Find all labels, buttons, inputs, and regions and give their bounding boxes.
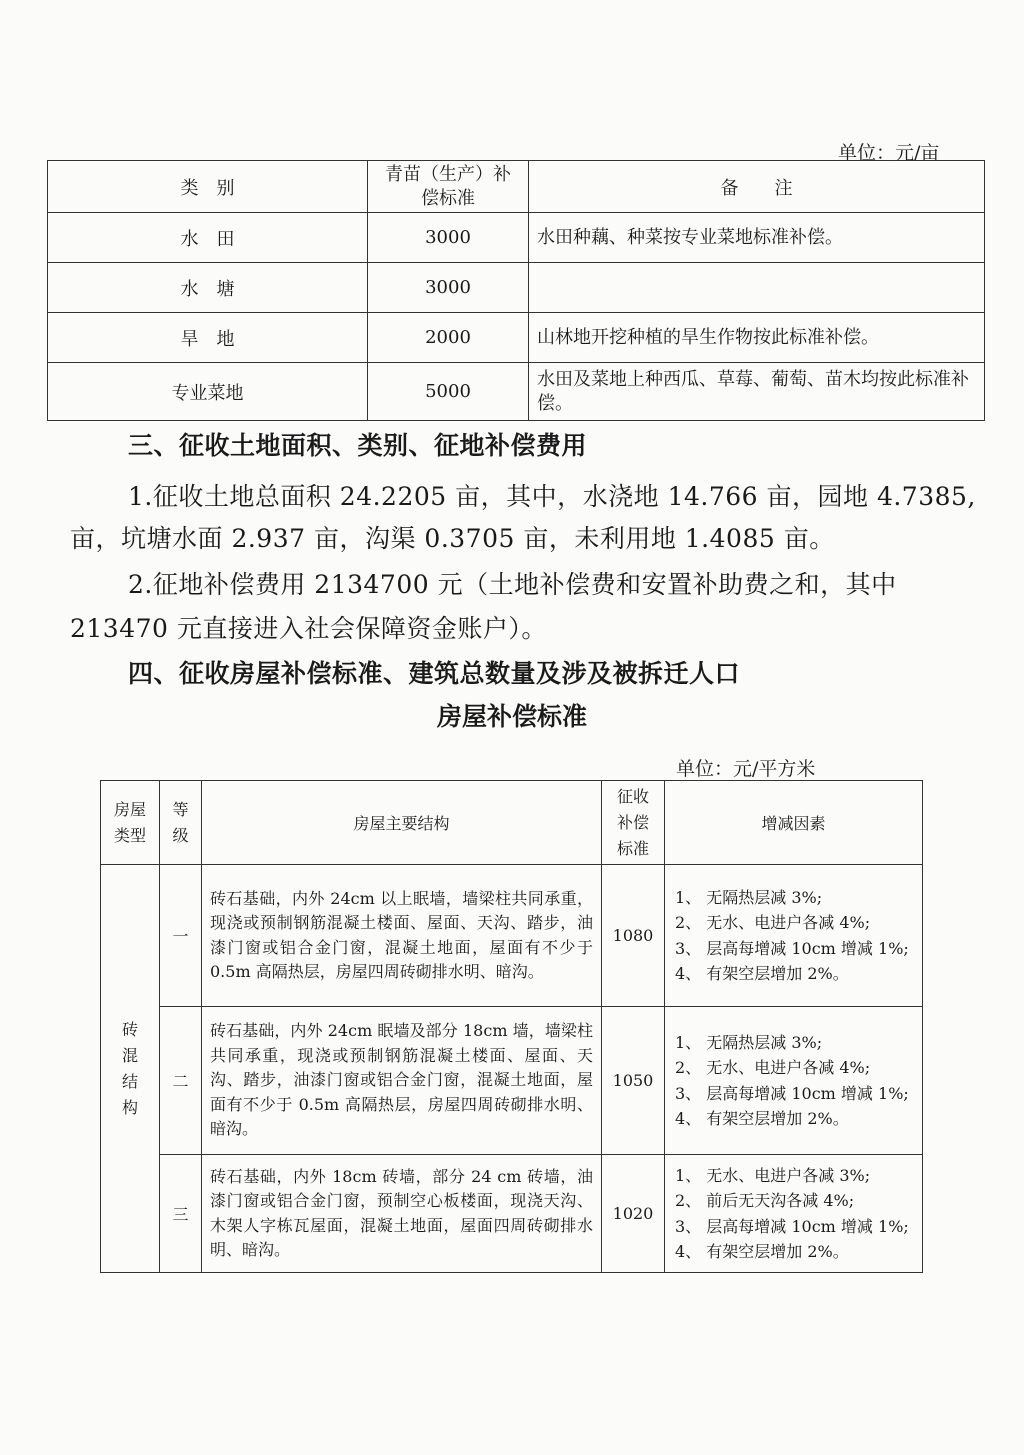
seedling-compensation-table — [47, 160, 985, 421]
header-structure: 房屋主要结构 — [202, 781, 602, 865]
table-row — [48, 263, 985, 313]
factors-cell — [665, 865, 923, 1007]
standard-cell: 1080 — [602, 865, 665, 1007]
row-category: 专业菜地 — [48, 363, 368, 421]
house-type-char: 砖 — [121, 1019, 138, 1039]
house-type-char: 构 — [121, 1097, 138, 1117]
structure-cell: 砖石基础，内外 24cm 眠墙及部分 18cm 墙，墙梁柱共同承重，现浇或预制钢筋混凝土楼面、屋面、天沟、踏步，油漆门窗或铝合金门窗，混凝土地面，屋面有不少于 0.5m 高隔热层，房屋四周砖砌排水明、暗沟。 — [202, 1007, 602, 1155]
section3-heading: 三、征收土地面积、类别、征地补偿费用 — [128, 431, 588, 460]
factors-cell — [665, 1007, 923, 1155]
grade-cell: 一 — [160, 865, 202, 1007]
section4-heading: 四、征收房屋补偿标准、建筑总数量及涉及被拆迁人口 — [128, 659, 741, 688]
grade-cell: 二 — [160, 1007, 202, 1155]
factors-cell — [665, 1155, 923, 1273]
factor-item: 2、 无水、电进户各减 4%; — [675, 913, 871, 932]
house-table-title: 房屋补偿标准 — [436, 702, 587, 731]
header-house-type-line-2: 类型 — [113, 825, 146, 845]
header-standard-line-2: 补偿 — [616, 812, 649, 832]
factor-item: 3、 层高每增减 10cm 增减 1%; — [675, 938, 909, 958]
header-category: 类 别 — [48, 161, 368, 213]
header-house-type — [101, 781, 160, 865]
header-standard-line-1: 征收 — [616, 786, 649, 806]
factor-item: 3、 层高每增减 10cm 增减 1%; — [675, 1083, 909, 1103]
table2-unit: 单位：元/平方米 — [676, 758, 816, 780]
paragraph-1-line-1: 1.征收土地总面积 24.2205 亩，其中，水浇地 14.766 亩，园地 4.7385, — [128, 482, 976, 511]
row-note: 水田及菜地上种西瓜、草莓、葡萄、苗木均按此标准补偿。 — [529, 363, 985, 421]
row-standard: 5000 — [368, 363, 529, 421]
house-type-char: 混 — [121, 1045, 138, 1065]
table-header-row — [48, 161, 985, 213]
header-note: 备 注 — [529, 161, 985, 213]
header-grade-line-1: 等 — [172, 799, 189, 819]
row-standard: 3000 — [368, 263, 529, 313]
table1-unit: 单位：元/亩 — [838, 142, 940, 164]
structure-cell: 砖石基础，内外 18cm 砖墙，部分 24 cm 砖墙，油漆门窗或铝合金门窗，预制空心板楼面，现浇天沟、木架人字栋瓦屋面，混凝土地面，屋面四周砖砌排水明、暗沟。 — [202, 1155, 602, 1273]
factor-item: 2、 无水、电进户各减 4%; — [675, 1058, 871, 1077]
factor-item: 1、 无水、电进户各减 3%; — [675, 1165, 871, 1185]
table-row — [48, 363, 985, 421]
header-standard: 青苗（生产）补偿标准 — [368, 161, 529, 213]
row-category: 旱 地 — [48, 313, 368, 363]
factor-item: 4、 有架空层增加 2%。 — [675, 1109, 849, 1128]
table-header-row — [101, 781, 923, 865]
row-note — [529, 263, 985, 313]
row-category: 水 塘 — [48, 263, 368, 313]
table-row — [101, 1007, 923, 1155]
header-standard-line-3: 标准 — [616, 838, 649, 858]
table-row — [48, 313, 985, 363]
standard-cell: 1050 — [602, 1007, 665, 1155]
factor-item: 1、 无隔热层减 3%; — [675, 887, 823, 907]
row-note: 山林地开挖种植的旱生作物按此标准补偿。 — [529, 313, 985, 363]
house-type-char: 结 — [121, 1071, 138, 1091]
grade-cell: 三 — [160, 1155, 202, 1273]
table-row — [48, 213, 985, 263]
header-factors: 增减因素 — [665, 781, 923, 865]
header-grade-line-2: 级 — [172, 825, 189, 845]
header-grade — [160, 781, 202, 865]
header-standard — [602, 781, 665, 865]
table-row — [101, 1155, 923, 1273]
house-compensation-table — [100, 780, 923, 1273]
house-type-cell — [101, 865, 160, 1273]
row-category: 水 田 — [48, 213, 368, 263]
header-house-type-line-1: 房屋 — [113, 799, 146, 819]
row-note: 水田种藕、种菜按专业菜地标准补偿。 — [529, 213, 985, 263]
factor-item: 1、 无隔热层减 3%; — [675, 1032, 823, 1052]
factor-item: 2、 前后无天沟各减 4%; — [675, 1191, 855, 1210]
factor-item: 4、 有架空层增加 2%。 — [675, 1242, 849, 1261]
structure-cell: 砖石基础，内外 24cm 以上眠墙，墙梁柱共同承重，现浇或预制钢筋混凝土楼面、屋面、天沟、踏步，油漆门窗或铝合金门窗，混凝土地面，屋面有不少于 0.5m 高隔热层，房屋四周砖砌排水明、暗沟。 — [202, 865, 602, 1007]
table-row — [101, 865, 923, 1007]
factor-item: 4、 有架空层增加 2%。 — [675, 964, 849, 983]
row-standard: 2000 — [368, 313, 529, 363]
standard-cell: 1020 — [602, 1155, 665, 1273]
factor-item: 3、 层高每增减 10cm 增减 1%; — [675, 1216, 909, 1236]
row-standard: 3000 — [368, 213, 529, 263]
paragraph-2-line-2: 213470 元直接进入社会保障资金账户）。 — [70, 614, 547, 643]
paragraph-1-line-2: 亩，坑塘水面 2.937 亩，沟渠 0.3705 亩，未利用地 1.4085 亩。 — [70, 524, 835, 553]
paragraph-2-line-1: 2.征地补偿费用 2134700 元（土地补偿费和安置补助费之和，其中 — [128, 570, 897, 599]
